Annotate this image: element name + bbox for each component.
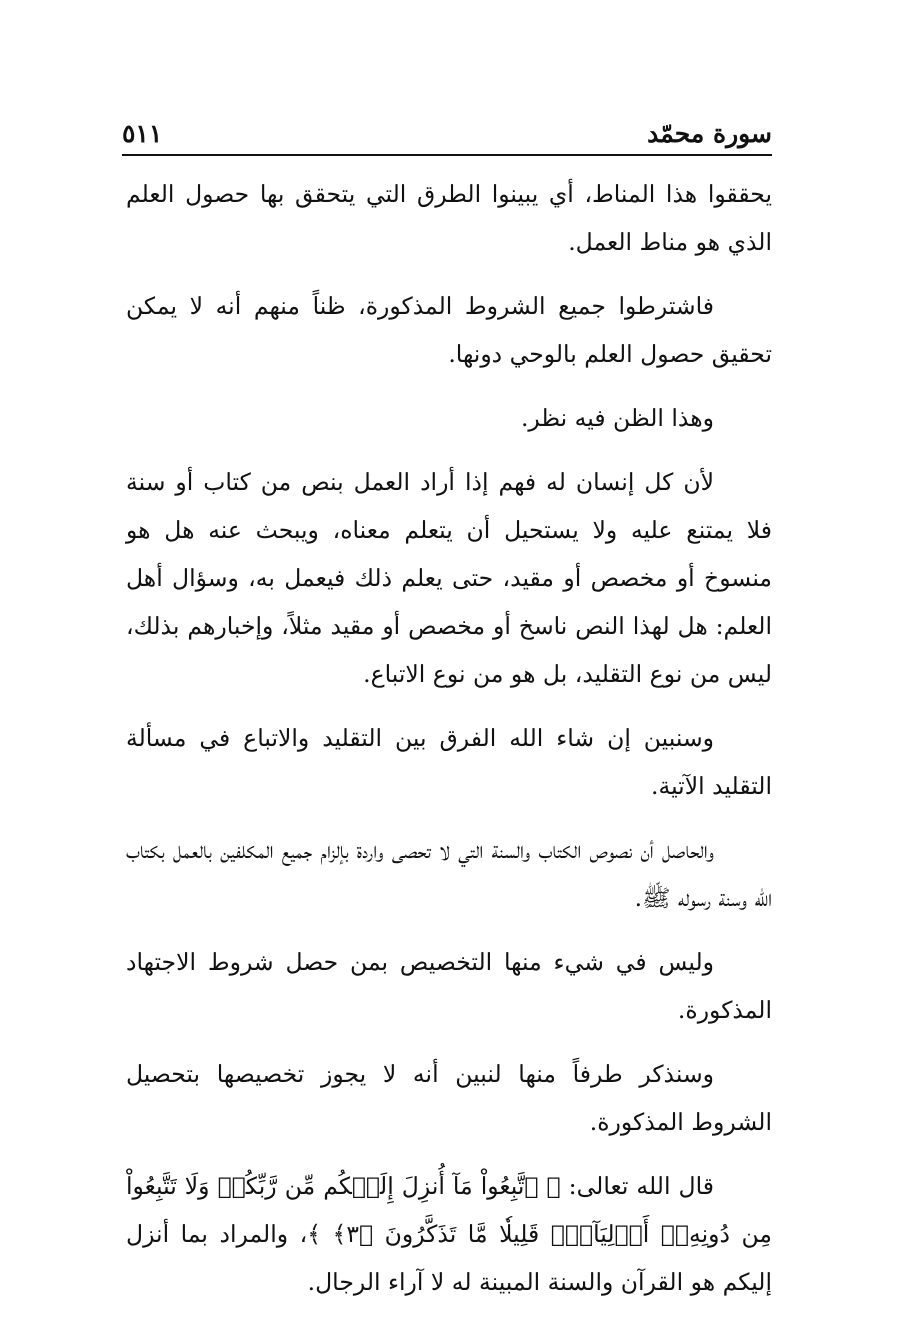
- page-body: [126, 170, 772, 1322]
- quran-quote-paragraph: قال الله تعالى: ﴿ ٱتَّبِعُواْ مَآ أُنزِلَ إِلَيۡكُم مِّن رَّبِّكُمۡ وَلَا تَتَّبِعُواْ مِن دُونِهِۦٓ أَوۡلِيَآءَۗ قَلِيلٗا مَّا تَذَكَّرُونَ ﴿٣﴾ ﴾، والمراد بما أنزل إليكم هو القرآن والسنة المبينة له لا آراء الرجال.: [126, 1172, 772, 1296]
- paragraph: يحققوا هذا المناط، أي يبينوا الطرق التي يتحقق بها حصول العلم الذي هو مناط العمل.: [126, 180, 772, 256]
- page-number: ٥١١: [122, 119, 163, 148]
- paragraph: لأن كل إنسان له فهم إذا أراد العمل بنص من كتاب أو سنة فلا يمتنع عليه ولا يستحيل أن يتعلم معناه، ويبحث عنه هل هو منسوخ أو مخصص أو مقيد، حتى يعلم ذلك فيعمل به، وسؤال أهل العلم: هل لهذا النص ناسخ أو مخصص أو مقيد مثلاً، وإخبارهم بذلك، ليس من نوع التقليد، بل هو من نوع الاتباع.: [126, 468, 772, 688]
- paragraph: فاشترطوا جميع الشروط المذكورة، ظناً منهم أنه لا يمكن تحقيق حصول العلم بالوحي دونها.: [126, 292, 772, 368]
- paragraph: وسنبين إن شاء الله الفرق بين التقليد والاتباع في مسألة التقليد الآتية.: [126, 724, 772, 800]
- page-header: [122, 110, 772, 150]
- paragraph: وسنذكر طرفاً منها لنبين أنه لا يجوز تخصيصها بتحصيل الشروط المذكورة.: [126, 1060, 772, 1136]
- surah-title: سورة محمّد: [647, 119, 772, 148]
- paragraph: والحاصل أن نصوص الكتاب والسنة التي لا تحصى واردة بإلزام جميع المكلفين بالعمل بكتاب الله وسنة رسوله ﷺ.: [126, 836, 772, 912]
- paragraph: وليس في شيء منها التخصيص بمن حصل شروط الاجتهاد المذكورة.: [126, 948, 772, 1024]
- header-divider: [122, 154, 772, 156]
- paragraph: وهذا الظن فيه نظر.: [520, 404, 714, 432]
